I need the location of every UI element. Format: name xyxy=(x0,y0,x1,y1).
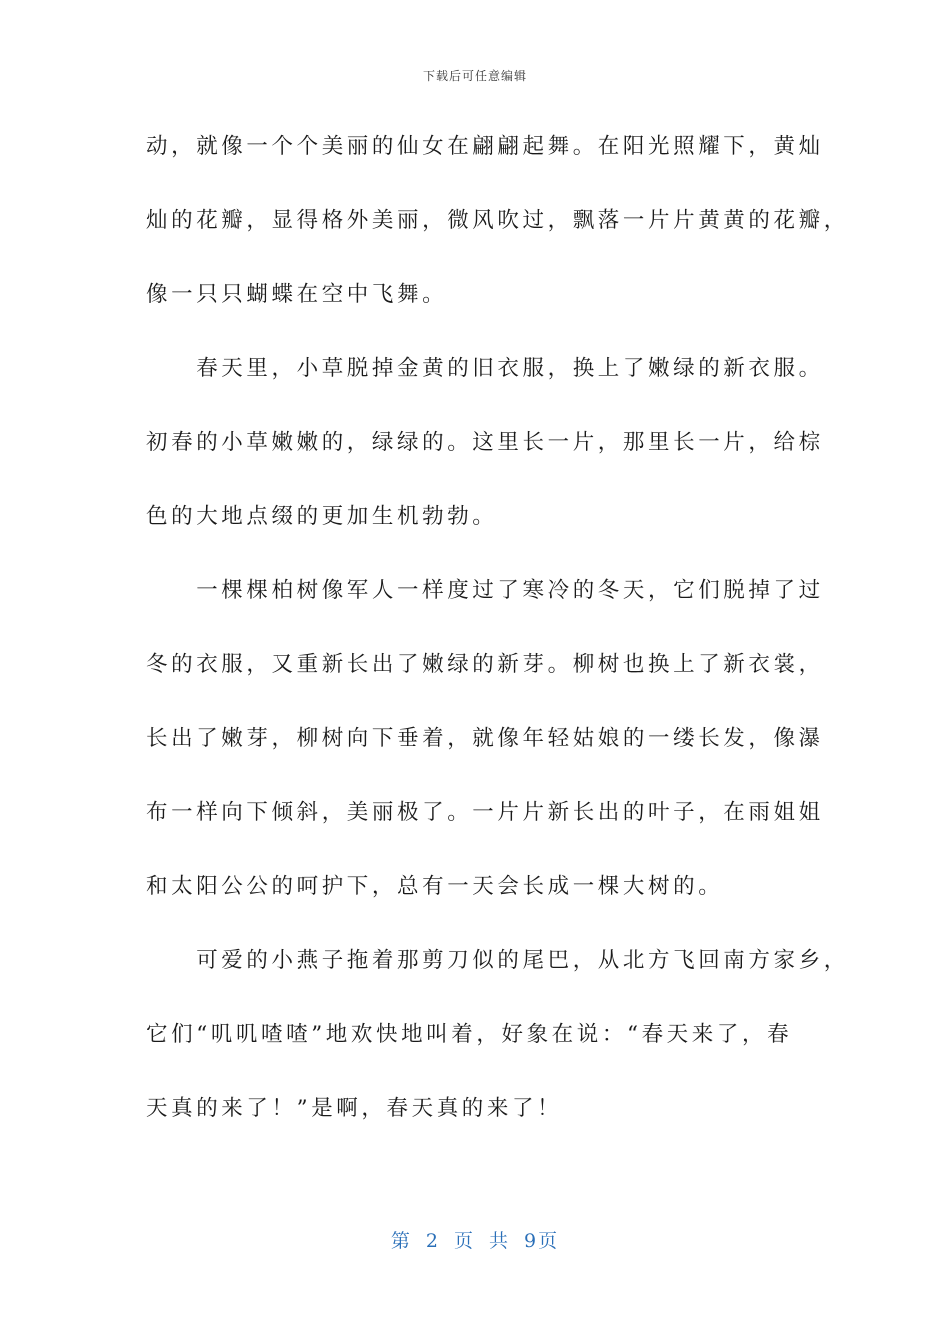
text-line: 动，就像一个个美丽的仙女在翩翩起舞。在阳光照耀下，黄灿 xyxy=(146,134,824,159)
text-line: 初春的小草嫩嫩的，绿绿的。这里长一片，那里长一片，给棕 xyxy=(146,430,824,455)
current-page-number: 2 xyxy=(425,1230,440,1252)
text-line: 像一只只蝴蝶在空中飞舞。 xyxy=(146,282,448,307)
text-line: 冬的衣服，又重新长出了嫩绿的新芽。柳树也换上了新衣裳， xyxy=(146,652,824,677)
text-line: 和太阳公公的呵护下，总有一天会长成一棵大树的。 xyxy=(146,874,724,899)
page-footer xyxy=(0,1226,950,1253)
footer-prefix: 第 xyxy=(390,1230,412,1252)
page-header: 下载后可任意编辑 xyxy=(422,69,527,83)
text-line: 色的大地点缀的更加生机勃勃。 xyxy=(146,504,498,529)
text-line: 长出了嫩芽，柳树向下垂着，就像年轻姑娘的一缕长发，像瀑 xyxy=(146,726,824,751)
total-pages: 9页 xyxy=(524,1230,560,1252)
footer-total-prefix: 共 xyxy=(489,1230,511,1252)
text-line: 一棵棵柏树像军人一样度过了寒冷的冬天，它们脱掉了过 xyxy=(146,578,824,603)
text-line: 天真的来了！”是啊，春天真的来了！ xyxy=(146,1096,563,1121)
text-line: 布一样向下倾斜，美丽极了。一片片新长出的叶子，在雨姐姐 xyxy=(146,800,824,825)
text-line: 灿的花瓣，显得格外美丽，微风吹过，飘落一片片黄黄的花瓣， xyxy=(146,208,849,233)
text-line: 可爱的小燕子拖着那剪刀似的尾巴，从北方飞回南方家乡， xyxy=(146,948,849,973)
text-line: 它们“叽叽喳喳”地欢快地叫着，好象在说：“春天来了，春 xyxy=(146,1022,793,1047)
text-line: 春天里，小草脱掉金黄的旧衣服，换上了嫩绿的新衣服。 xyxy=(146,356,824,381)
footer-page-word: 页 xyxy=(453,1230,475,1252)
document-body xyxy=(146,128,849,1164)
